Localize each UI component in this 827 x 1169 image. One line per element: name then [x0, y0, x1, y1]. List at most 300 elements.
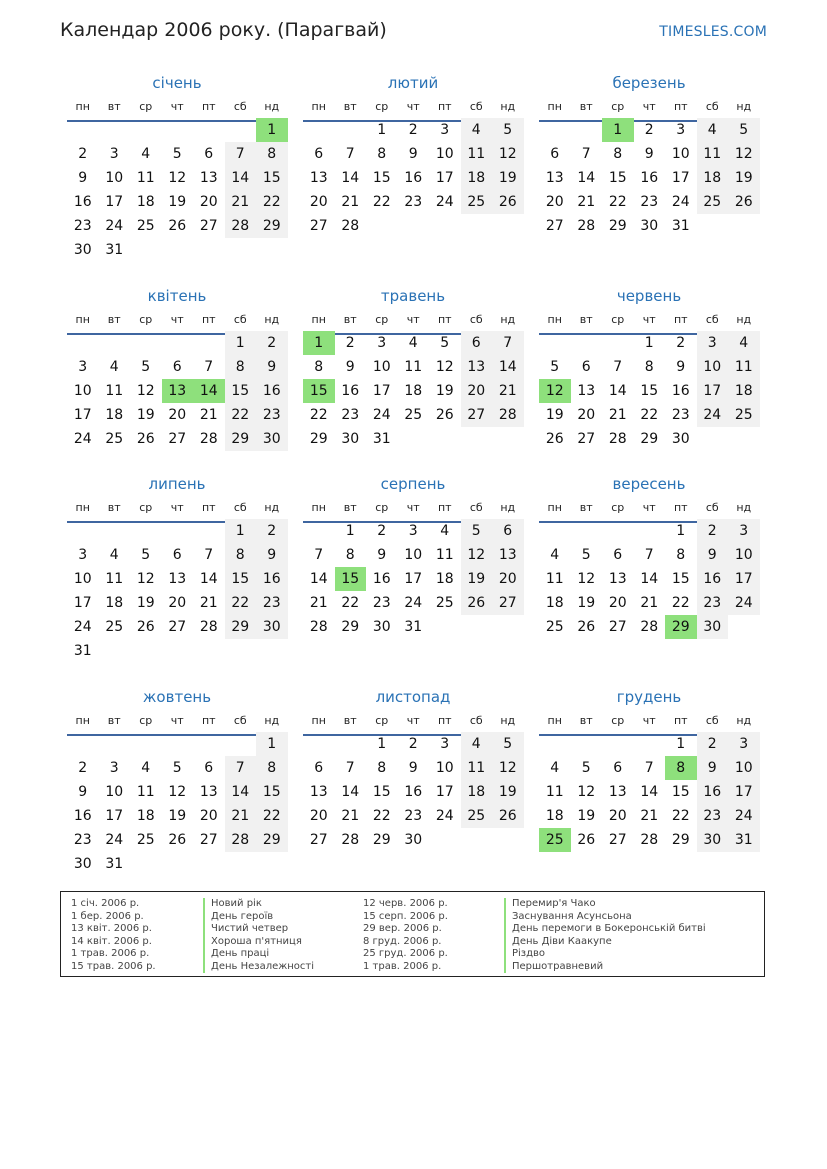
day-cell: 6 [613, 547, 623, 563]
day-cell: 24 [73, 431, 92, 447]
day-cell: 2 [676, 335, 686, 351]
day-cell: 26 [492, 190, 524, 214]
day-cell: 18 [435, 571, 454, 587]
day-cell: 10 [697, 355, 729, 379]
day-cell: 10 [728, 543, 760, 567]
day-cell: 11 [136, 170, 155, 186]
day-cell: 24 [105, 832, 124, 848]
day-cell: 17 [105, 808, 124, 824]
weekday-label: пн [311, 501, 326, 514]
day-cell: 6 [314, 760, 324, 776]
weekday-label: пт [201, 100, 216, 113]
day-cell: 4 [461, 732, 493, 756]
day-cell: 8 [225, 543, 257, 567]
weekday-label: сб [705, 100, 719, 113]
day-cell: 12 [435, 359, 454, 375]
day-cell: 20 [545, 194, 564, 210]
day-cell: 24 [73, 619, 92, 635]
day-cell: 22 [640, 407, 659, 423]
day-cell: 3 [78, 359, 88, 375]
day-cell: 9 [676, 359, 686, 375]
day-cell: 31 [105, 856, 124, 872]
day-cell: 23 [256, 403, 288, 427]
day-cell: 11 [435, 547, 454, 563]
day-cell: 6 [492, 519, 524, 543]
day-cell: 15 [225, 379, 257, 403]
day-cell: 25 [105, 431, 124, 447]
day-cell: 5 [492, 732, 524, 756]
day-cell: 9 [644, 146, 654, 162]
day-cell: 22 [225, 591, 257, 615]
day-cell: 27 [608, 619, 627, 635]
weekday-label: вт [579, 100, 593, 113]
month-rule [67, 120, 287, 122]
day-cell: 18 [461, 780, 493, 804]
day-cell: 4 [440, 523, 450, 539]
day-cell: 10 [372, 359, 391, 375]
day-cell: 2 [78, 760, 88, 776]
holiday-date: 25 груд. 2006 р. [363, 948, 448, 959]
day-cell: 14 [640, 784, 659, 800]
weekday-label: вт [107, 714, 121, 727]
weekday-label: вт [343, 501, 357, 514]
holiday-day-cell: 15 [335, 567, 367, 591]
day-cell: 29 [256, 828, 288, 852]
day-cell: 9 [345, 359, 355, 375]
weekday-label: ср [375, 313, 389, 326]
holiday-name: День перемоги в Бокеронській битві [504, 923, 706, 936]
day-cell: 30 [640, 218, 659, 234]
day-cell: 30 [697, 615, 729, 639]
day-cell: 25 [697, 190, 729, 214]
holiday-day-cell: 1 [602, 118, 634, 142]
day-cell: 5 [550, 359, 560, 375]
day-cell: 8 [377, 760, 387, 776]
day-cell: 22 [608, 194, 627, 210]
day-cell: 7 [644, 547, 654, 563]
day-cell: 22 [372, 808, 391, 824]
day-cell: 15 [372, 170, 391, 186]
day-cell: 22 [341, 595, 360, 611]
weekday-label: нд [736, 100, 752, 113]
day-cell: 14 [225, 166, 257, 190]
day-cell: 9 [78, 170, 88, 186]
holiday-day-cell: 25 [539, 828, 571, 852]
day-cell: 18 [136, 808, 155, 824]
day-cell: 21 [199, 595, 218, 611]
day-cell: 6 [461, 331, 493, 355]
weekday-label: пт [673, 714, 688, 727]
day-cell: 15 [256, 780, 288, 804]
weekday-label: сб [233, 100, 247, 113]
day-cell: 25 [136, 218, 155, 234]
weekday-label: чт [170, 501, 184, 514]
day-cell: 17 [404, 571, 423, 587]
day-cell: 18 [697, 166, 729, 190]
page-title: Календар 2006 року. (Парагвай) [60, 19, 387, 41]
day-cell: 14 [341, 784, 360, 800]
weekday-label: пн [75, 501, 90, 514]
day-cell: 24 [435, 194, 454, 210]
day-cell: 21 [199, 407, 218, 423]
day-cell: 11 [728, 355, 760, 379]
day-cell: 12 [168, 170, 187, 186]
day-cell: 29 [256, 214, 288, 238]
day-cell: 3 [440, 736, 450, 752]
day-cell: 21 [492, 379, 524, 403]
day-cell: 4 [550, 547, 560, 563]
day-cell: 17 [372, 383, 391, 399]
holiday-date: 29 вер. 2006 р. [363, 923, 442, 934]
month-name: липень [148, 475, 206, 493]
day-cell: 8 [345, 547, 355, 563]
holiday-day-cell: 13 [162, 379, 194, 403]
weekday-label: нд [500, 501, 516, 514]
weekday-label: вт [579, 313, 593, 326]
day-cell: 5 [440, 335, 450, 351]
weekday-label: ср [611, 714, 625, 727]
day-cell: 8 [613, 146, 623, 162]
day-cell: 1 [676, 523, 686, 539]
weekday-label: вт [579, 501, 593, 514]
weekday-label: вт [579, 714, 593, 727]
holiday-name: День праці [203, 948, 269, 961]
day-cell: 11 [136, 784, 155, 800]
weekday-label: пт [437, 501, 452, 514]
day-cell: 14 [640, 571, 659, 587]
day-cell: 7 [204, 359, 214, 375]
day-cell: 20 [199, 808, 218, 824]
weekday-label: чт [170, 313, 184, 326]
holiday-day-cell: 14 [193, 379, 225, 403]
day-cell: 10 [105, 170, 124, 186]
day-cell: 1 [377, 122, 387, 138]
day-cell: 28 [341, 218, 360, 234]
weekday-label: сб [705, 501, 719, 514]
weekday-label: пт [437, 714, 452, 727]
holiday-date: 13 квіт. 2006 р. [71, 923, 152, 934]
day-cell: 23 [697, 804, 729, 828]
day-cell: 20 [577, 407, 596, 423]
day-cell: 31 [372, 431, 391, 447]
holiday-name: День Діви Каакупе [504, 936, 612, 949]
day-cell: 16 [73, 194, 92, 210]
day-cell: 29 [341, 619, 360, 635]
holiday-name: День героїв [203, 911, 273, 924]
month-name: березень [612, 74, 686, 92]
day-cell: 15 [671, 784, 690, 800]
weekday-label: чт [642, 100, 656, 113]
day-cell: 5 [581, 547, 591, 563]
weekday-label: ср [375, 714, 389, 727]
holiday-name: Перемир'я Чако [504, 898, 596, 911]
day-cell: 30 [73, 856, 92, 872]
day-cell: 9 [408, 146, 418, 162]
day-cell: 3 [78, 547, 88, 563]
day-cell: 10 [435, 146, 454, 162]
day-cell: 27 [608, 832, 627, 848]
day-cell: 13 [492, 543, 524, 567]
weekday-label: вт [107, 313, 121, 326]
day-cell: 7 [345, 146, 355, 162]
day-cell: 13 [545, 170, 564, 186]
day-cell: 6 [172, 547, 182, 563]
day-cell: 16 [404, 170, 423, 186]
day-cell: 11 [404, 359, 423, 375]
day-cell: 10 [728, 756, 760, 780]
day-cell: 12 [577, 571, 596, 587]
day-cell: 1 [377, 736, 387, 752]
day-cell: 12 [492, 142, 524, 166]
holiday-day-cell: 1 [256, 118, 288, 142]
holiday-date: 14 квіт. 2006 р. [71, 935, 152, 947]
weekday-label: вт [343, 313, 357, 326]
weekday-label: пт [201, 714, 216, 727]
day-cell: 22 [225, 403, 257, 427]
day-cell: 30 [256, 615, 288, 639]
day-cell: 22 [256, 804, 288, 828]
weekday-label: ср [611, 313, 625, 326]
day-cell: 7 [204, 547, 214, 563]
day-cell: 10 [73, 383, 92, 399]
day-cell: 12 [728, 142, 760, 166]
day-cell: 7 [613, 359, 623, 375]
weekday-label: пн [547, 100, 562, 113]
day-cell: 2 [697, 519, 729, 543]
day-cell: 1 [256, 732, 288, 756]
day-cell: 5 [581, 760, 591, 776]
day-cell: 7 [225, 756, 257, 780]
day-cell: 16 [671, 383, 690, 399]
day-cell: 28 [341, 832, 360, 848]
day-cell: 27 [492, 591, 524, 615]
site-link[interactable]: TIMESLES.COM [659, 24, 767, 40]
day-cell: 22 [256, 190, 288, 214]
holiday-date: 1 трав. 2006 р. [71, 948, 150, 959]
day-cell: 6 [613, 760, 623, 776]
day-cell: 15 [608, 170, 627, 186]
holiday-name: Першотравневий [504, 961, 603, 974]
day-cell: 27 [545, 218, 564, 234]
day-cell: 26 [577, 619, 596, 635]
day-cell: 28 [640, 832, 659, 848]
weekday-label: нд [264, 714, 280, 727]
day-cell: 1 [225, 331, 257, 355]
day-cell: 28 [608, 431, 627, 447]
weekday-label: чт [406, 501, 420, 514]
day-cell: 13 [199, 170, 218, 186]
weekday-label: вт [343, 100, 357, 113]
day-cell: 10 [404, 547, 423, 563]
weekday-label: ср [611, 501, 625, 514]
month-rule [67, 734, 287, 736]
weekday-label: сб [469, 313, 483, 326]
day-cell: 5 [141, 359, 151, 375]
day-cell: 26 [545, 431, 564, 447]
day-cell: 8 [225, 355, 257, 379]
weekday-label: вт [107, 501, 121, 514]
day-cell: 4 [697, 118, 729, 142]
day-cell: 23 [73, 218, 92, 234]
day-cell: 27 [309, 832, 328, 848]
weekday-label: ср [375, 501, 389, 514]
day-cell: 24 [404, 595, 423, 611]
day-cell: 16 [73, 808, 92, 824]
day-cell: 18 [545, 595, 564, 611]
weekday-label: пн [75, 100, 90, 113]
day-cell: 24 [671, 194, 690, 210]
weekday-label: ср [139, 501, 153, 514]
day-cell: 14 [608, 383, 627, 399]
day-cell: 4 [550, 760, 560, 776]
day-cell: 20 [492, 567, 524, 591]
day-cell: 3 [697, 331, 729, 355]
day-cell: 8 [676, 547, 686, 563]
day-cell: 11 [461, 756, 493, 780]
day-cell: 28 [309, 619, 328, 635]
day-cell: 31 [73, 643, 92, 659]
day-cell: 4 [141, 760, 151, 776]
day-cell: 11 [105, 383, 124, 399]
weekday-label: пт [201, 313, 216, 326]
day-cell: 23 [404, 808, 423, 824]
weekday-label: сб [233, 501, 247, 514]
weekday-label: чт [642, 714, 656, 727]
day-cell: 10 [105, 784, 124, 800]
day-cell: 20 [168, 595, 187, 611]
day-cell: 4 [141, 146, 151, 162]
day-cell: 3 [109, 760, 119, 776]
day-cell: 26 [168, 832, 187, 848]
holiday-date: 1 бер. 2006 р. [71, 910, 144, 922]
day-cell: 5 [172, 760, 182, 776]
month-name: лютий [387, 74, 439, 92]
weekday-label: чт [406, 313, 420, 326]
month-name: листопад [375, 688, 451, 706]
day-cell: 19 [168, 194, 187, 210]
day-cell: 9 [697, 756, 729, 780]
day-cell: 28 [199, 431, 218, 447]
weekday-label: пн [75, 714, 90, 727]
day-cell: 31 [404, 619, 423, 635]
day-cell: 9 [408, 760, 418, 776]
day-cell: 27 [309, 218, 328, 234]
day-cell: 5 [461, 519, 493, 543]
day-cell: 6 [204, 760, 214, 776]
day-cell: 7 [492, 331, 524, 355]
day-cell: 20 [461, 379, 493, 403]
weekday-label: ср [139, 313, 153, 326]
day-cell: 27 [461, 403, 493, 427]
day-cell: 13 [309, 170, 328, 186]
day-cell: 28 [225, 828, 257, 852]
day-cell: 18 [105, 595, 124, 611]
holiday-date: 15 серп. 2006 р. [363, 910, 448, 922]
day-cell: 20 [168, 407, 187, 423]
weekday-label: чт [406, 714, 420, 727]
day-cell: 1 [225, 519, 257, 543]
holiday-date: 1 січ. 2006 р. [71, 898, 140, 909]
day-cell: 15 [640, 383, 659, 399]
weekday-label: пт [201, 501, 216, 514]
day-cell: 27 [577, 431, 596, 447]
day-cell: 18 [404, 383, 423, 399]
weekday-label: пн [547, 714, 562, 727]
day-cell: 17 [435, 170, 454, 186]
day-cell: 7 [345, 760, 355, 776]
day-cell: 3 [440, 122, 450, 138]
day-cell: 9 [697, 543, 729, 567]
day-cell: 9 [78, 784, 88, 800]
day-cell: 21 [225, 804, 257, 828]
day-cell: 18 [728, 379, 760, 403]
day-cell: 25 [461, 190, 493, 214]
day-cell: 19 [577, 808, 596, 824]
day-cell: 7 [314, 547, 324, 563]
day-cell: 31 [671, 218, 690, 234]
day-cell: 16 [640, 170, 659, 186]
weekday-label: нд [264, 313, 280, 326]
day-cell: 14 [341, 170, 360, 186]
day-cell: 31 [728, 828, 760, 852]
weekday-label: нд [264, 501, 280, 514]
weekday-label: пн [311, 100, 326, 113]
day-cell: 17 [105, 194, 124, 210]
day-cell: 26 [435, 407, 454, 423]
day-cell: 25 [105, 619, 124, 635]
weekday-label: пт [673, 501, 688, 514]
day-cell: 28 [577, 218, 596, 234]
weekday-label: вт [107, 100, 121, 113]
day-cell: 16 [256, 567, 288, 591]
day-cell: 24 [435, 808, 454, 824]
day-cell: 29 [225, 615, 257, 639]
day-cell: 13 [577, 383, 596, 399]
day-cell: 29 [372, 832, 391, 848]
day-cell: 24 [372, 407, 391, 423]
day-cell: 25 [435, 595, 454, 611]
day-cell: 22 [372, 194, 391, 210]
day-cell: 23 [697, 591, 729, 615]
day-cell: 14 [577, 170, 596, 186]
day-cell: 14 [492, 355, 524, 379]
day-cell: 26 [168, 218, 187, 234]
day-cell: 13 [168, 571, 187, 587]
day-cell: 3 [408, 523, 418, 539]
day-cell: 30 [256, 427, 288, 451]
weekday-label: нд [500, 100, 516, 113]
holiday-date: 8 груд. 2006 р. [363, 935, 442, 947]
day-cell: 21 [577, 194, 596, 210]
day-cell: 26 [728, 190, 760, 214]
day-cell: 8 [256, 756, 288, 780]
day-cell: 1 [345, 523, 355, 539]
day-cell: 18 [136, 194, 155, 210]
day-cell: 16 [372, 571, 391, 587]
day-cell: 23 [341, 407, 360, 423]
day-cell: 14 [199, 571, 218, 587]
day-cell: 26 [136, 431, 155, 447]
weekday-label: нд [500, 714, 516, 727]
day-cell: 16 [697, 780, 729, 804]
day-cell: 2 [377, 523, 387, 539]
day-cell: 20 [309, 194, 328, 210]
day-cell: 16 [697, 567, 729, 591]
weekday-label: нд [736, 501, 752, 514]
weekday-label: пт [437, 100, 452, 113]
day-cell: 21 [225, 190, 257, 214]
day-cell: 18 [461, 166, 493, 190]
